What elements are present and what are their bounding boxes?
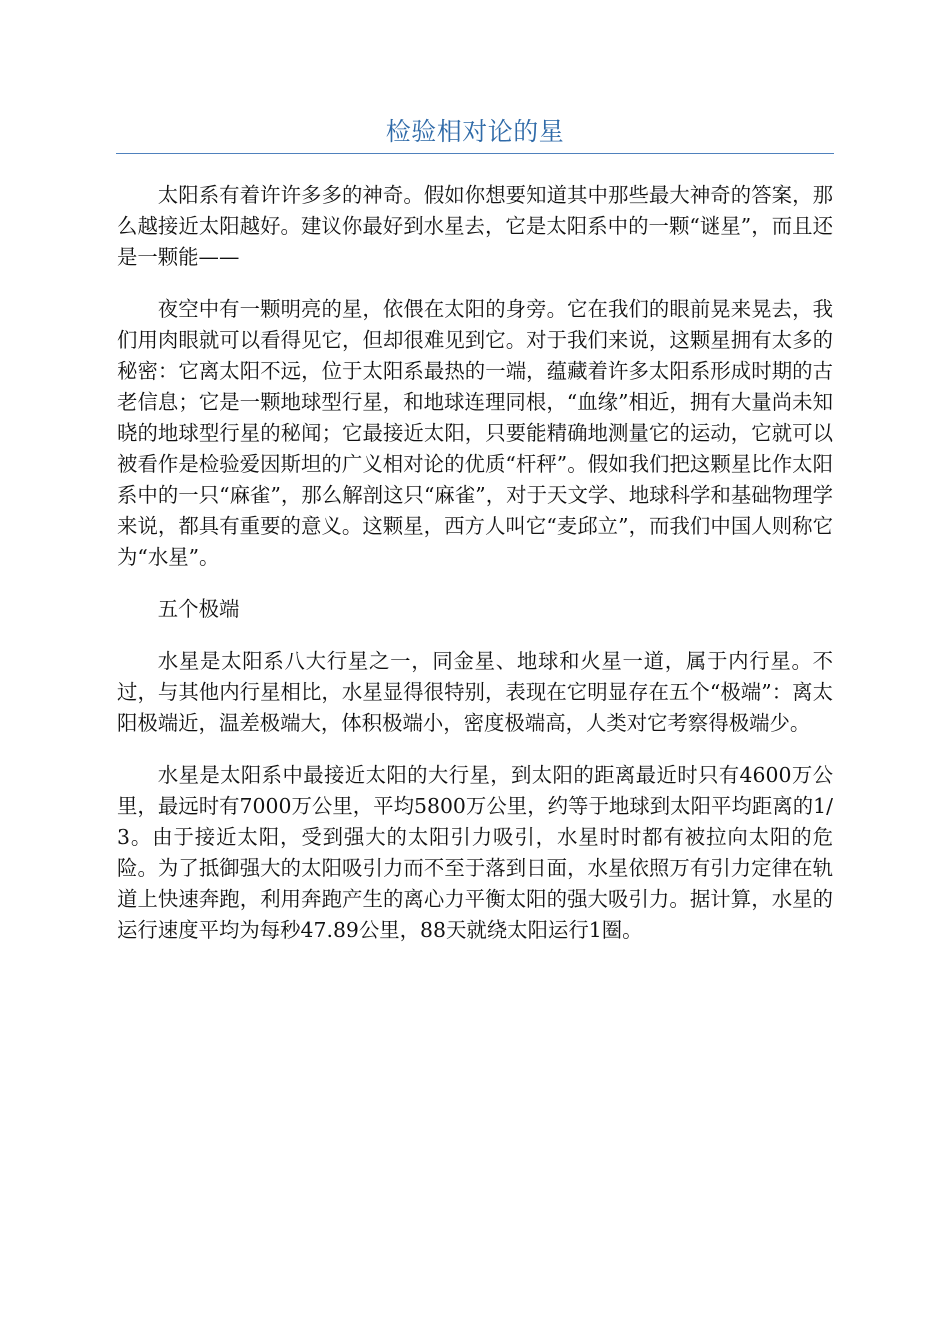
paragraph-intro: 太阳系有着许许多多的神奇。假如你想要知道其中那些最大神奇的答案，那么越接近太阳越好。建议你最好到水星去，它是太阳系中的一颗“谜星”，而且还是一颗能—— [117,183,833,269]
document-body [117,180,833,967]
paragraph-description: 夜空中有一颗明亮的星，依偎在太阳的身旁。它在我们的眼前晃来晃去，我们用肉眼就可以看得见它，但却很难见到它。对于我们来说，这颗星拥有太多的秘密：它离太阳不远，位于太阳系最热的一端，蕴藏着许多太阳系形成时期的古老信息；它是一颗地球型行星，和地球连理同根，“血缘”相近，拥有大量尚未知晓的地球型行星的秘闻；它最接近太阳，只要能精确地测量它的运动，它就可以被看作是检验爱因斯坦的广义相对论的优质“杆秤”。假如我们把这颗星比作太阳系中的一只“麻雀”，那么解剖这只“麻雀”，对于天文学、地球科学和基础物理学来说，都具有重要的意义。这颗星，西方人叫它“麦邱立”，而我们中国人则称它为“水星”。 [117,297,833,569]
title-underline [116,153,834,154]
paragraph-orbit: 水星是太阳系中最接近太阳的大行星，到太阳的距离最近时只有4600万公里，最远时有7000万公里，平均5800万公里，约等于地球到太阳平均距离的1/3。由于接近太阳，受到强大的太阳引力吸引，水星时时都有被拉向太阳的危险。为了抵御强大的太阳吸引力而不至于落到日面，水星依照万有引力定律在轨道上快速奔跑，利用奔跑产生的离心力平衡太阳的强大吸引力。据计算，水星的运行速度平均为每秒47.89公里，88天就绕太阳运行1圈。 [117,763,833,942]
paragraph-extremes: 水星是太阳系八大行星之一，同金星、地球和火星一道，属于内行星。不过，与其他内行星相比，水星显得很特别，表现在它明显存在五个“极端”：离太阳极端近，温差极端大，体积极端小，密度极端高，人类对它考察得极端少。 [117,649,833,735]
section-heading: 五个极端 [157,597,240,621]
document-title: 检验相对论的星 [385,117,565,146]
